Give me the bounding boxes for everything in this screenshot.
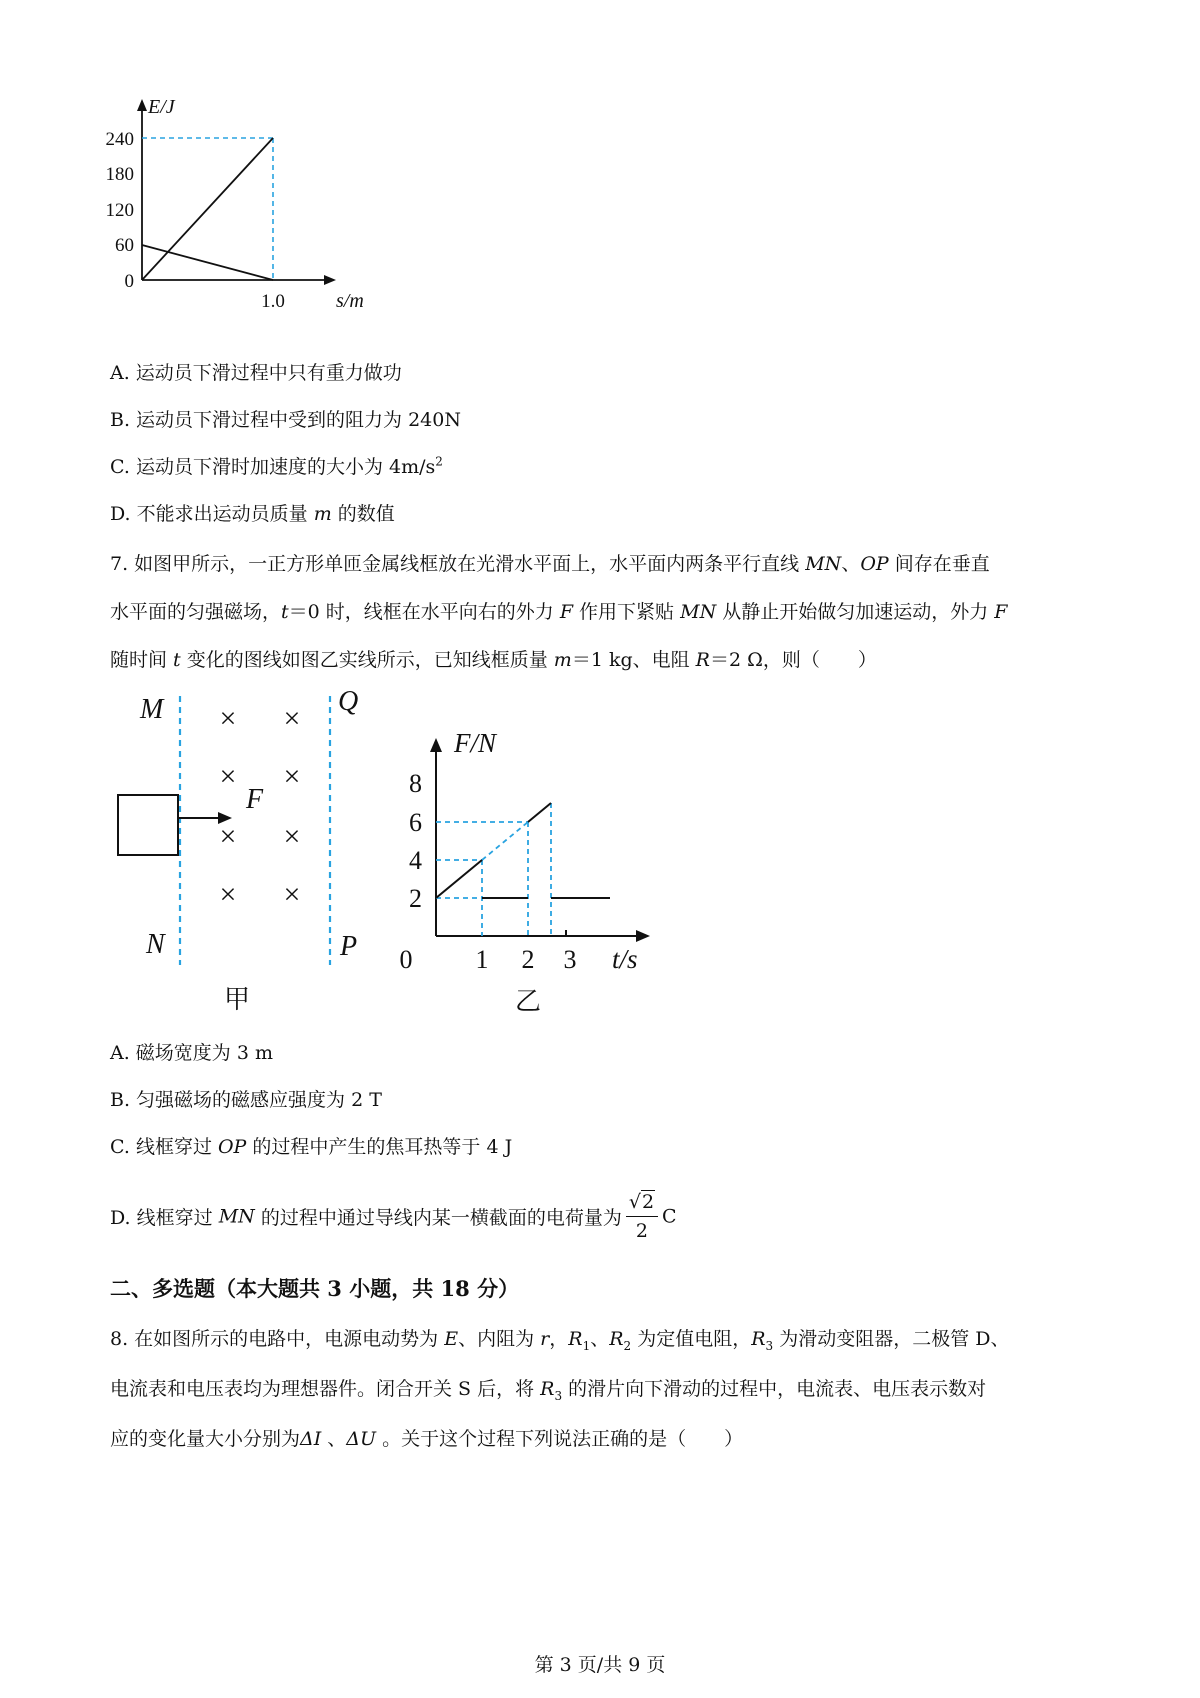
q7-var: m (553, 649, 572, 671)
q7-var: MN (805, 553, 842, 575)
q6-option-d-var: m (313, 503, 332, 525)
q7-option-d-text: D. 线框穿过 (110, 1207, 219, 1229)
figure-caption-jia: 甲 (223, 985, 251, 1014)
y-axis-label: F/N (454, 730, 497, 758)
y-tick-8: 8 (409, 769, 422, 798)
q7-var: F (559, 601, 574, 623)
q8-sub: 1 (582, 1338, 591, 1353)
q6-option-d-post: 的数值 (331, 503, 395, 525)
q6-option-c (110, 452, 443, 479)
q7-var: OP (860, 553, 889, 575)
series-line-rising (142, 138, 273, 280)
field-mark: × (283, 760, 301, 793)
y-tick-240: 240 (105, 129, 134, 150)
q7-text: 水平面的匀强磁场， (110, 601, 282, 623)
q7-text: 变化的图线如图乙实线所示，已知线框质量 (180, 649, 554, 671)
x-tick-1: 1 (475, 945, 489, 974)
q7-var: t (281, 601, 289, 623)
q7-option-d-fraction (626, 1188, 658, 1245)
q7-option-d-var: MN (218, 1205, 255, 1228)
fraction-numerator: 2 (641, 1191, 655, 1213)
x-tick-0: 0 (400, 945, 413, 974)
q7-var: t (173, 649, 181, 671)
series-line-falling (142, 245, 273, 280)
label-f: F (246, 784, 264, 815)
q7-option-a: A. 磁场宽度为 3 m (110, 1042, 273, 1064)
y-tick-2: 2 (409, 884, 422, 913)
q8-var: R (568, 1328, 583, 1350)
q7-var: MN (680, 601, 717, 623)
q7-text: 随时间 (110, 649, 174, 671)
x-axis-label: t/s (612, 944, 638, 974)
q8-text: 的滑片向下滑动的过程中，电流表、电压表示数对 (562, 1378, 987, 1400)
y-axis-arrow (137, 99, 147, 111)
q8-sub: 3 (554, 1388, 563, 1403)
q7-stem-line-1 (110, 549, 990, 576)
q7-var: R (695, 649, 710, 671)
x-tick-2: 2 (521, 945, 535, 974)
field-mark: × (219, 878, 237, 911)
q7-option-d-text: 的过程中通过导线内某一横截面的电荷量为 (254, 1207, 622, 1229)
q7-text: 作用下紧贴 (573, 601, 681, 623)
q7-text: 、 (841, 553, 861, 575)
energy-graph (100, 95, 380, 335)
sqrt-sign: √2 (628, 1191, 655, 1213)
x-tick-1: 1.0 (261, 291, 285, 312)
y-tick-6: 6 (409, 808, 422, 837)
y-tick-180: 180 (105, 164, 134, 185)
q7-option-d-unit: C (662, 1205, 677, 1228)
x-axis-arrow (324, 275, 336, 285)
q6-option-a: A. 运动员下滑过程中只有重力做功 (110, 362, 402, 384)
field-diagram (110, 690, 410, 1020)
y-axis-label: E/J (148, 96, 175, 118)
y-axis-arrow (430, 738, 442, 752)
q6-option-c-sup: 2 (435, 454, 443, 469)
field-mark: × (219, 702, 237, 735)
q8-sub: 2 (623, 1338, 632, 1353)
q8-stem-line-1 (110, 1324, 1010, 1353)
q8-text: 、 (590, 1328, 610, 1350)
x-axis-arrow (636, 930, 650, 942)
q8-text: 电流表和电压表均为理想器件。闭合开关 S 后，将 (110, 1378, 541, 1400)
field-mark: × (283, 702, 301, 735)
label-n: N (146, 929, 165, 960)
x-tick-3: 3 (563, 945, 577, 974)
q7-option-d (110, 1188, 677, 1245)
q8-text: 8. 在如图所示的电路中，电源电动势为 (110, 1328, 445, 1350)
fraction-denominator: 2 (635, 1220, 648, 1242)
y-tick-4: 4 (409, 846, 422, 875)
q8-text: 为定值电阻， (631, 1328, 752, 1350)
q7-stem-line-3 (110, 645, 877, 672)
y-tick-0: 0 (124, 271, 134, 292)
label-m: M (140, 694, 164, 725)
page-footer: 第 3 页/共 9 页 (534, 1654, 666, 1676)
q8-text: 、内阻为 (458, 1328, 541, 1350)
q7-option-c-text: C. 线框穿过 (110, 1136, 218, 1158)
q6-option-d (110, 499, 395, 526)
q7-stem-line-2 (110, 597, 1007, 624)
y-tick-60: 60 (115, 235, 134, 256)
force-line-ramp-1 (436, 860, 482, 898)
square-frame (118, 795, 178, 855)
q8-sub: 3 (765, 1338, 774, 1353)
q8-text: 为滑动变阻器，二极管 D、 (773, 1328, 1010, 1350)
q8-var: R (751, 1328, 766, 1350)
q8-text: 应的变化量大小分别为 (110, 1428, 301, 1450)
q7-text: 7. 如图甲所示，一正方形单匝金属线框放在光滑水平面上，水平面内两条平行直线 (110, 553, 806, 575)
force-graph (400, 730, 670, 1020)
q8-text: 。关于这个过程下列说法正确的是（ ） (376, 1428, 744, 1450)
q7-text: ＝1 kg、电阻 (571, 649, 696, 671)
q8-stem-line-2 (110, 1374, 986, 1403)
q7-option-c-text: 的过程中产生的焦耳热等于 4 J (246, 1136, 513, 1158)
q7-text: ＝0 时，线框在水平向右的外力 (288, 601, 560, 623)
q7-option-c-var: OP (217, 1136, 247, 1158)
label-p: P (340, 931, 358, 962)
q6-option-d-text: D. 不能求出运动员质量 (110, 503, 314, 525)
q7-text: 从静止开始做匀加速运动，外力 (716, 601, 995, 623)
q8-var: ΔI (300, 1428, 322, 1450)
q7-option-c (110, 1132, 512, 1159)
q8-stem-line-3 (110, 1424, 743, 1451)
q7-var: F (994, 601, 1008, 623)
q7-text: ＝2 Ω，则（ ） (709, 649, 877, 671)
field-mark: × (283, 878, 301, 911)
field-mark: × (219, 760, 237, 793)
q7-text: 间存在垂直 (888, 553, 990, 575)
field-mark: × (219, 820, 237, 853)
q8-var: E (444, 1328, 459, 1350)
force-line-ramp-2 (528, 803, 551, 822)
x-axis-label: s/m (336, 290, 364, 312)
q8-var: R (540, 1378, 555, 1400)
guide-dashed-ramp (482, 822, 528, 860)
field-mark: × (283, 820, 301, 853)
q7-option-b: B. 匀强磁场的磁感应强度为 2 T (110, 1089, 382, 1111)
q8-text: 、 (321, 1428, 347, 1450)
figure-caption-yi: 乙 (514, 987, 542, 1016)
q6-option-b: B. 运动员下滑过程中受到的阻力为 240N (110, 409, 461, 431)
q8-var: ΔU (346, 1428, 377, 1450)
q6-option-c-text: C. 运动员下滑时加速度的大小为 4m/s (110, 456, 436, 478)
q8-var: R (609, 1328, 624, 1350)
label-q: Q (338, 690, 359, 717)
section-heading: 二、多选题（本大题共 3 小题，共 18 分） (110, 1276, 520, 1301)
q8-var: r (540, 1328, 550, 1350)
q8-text: ， (549, 1328, 569, 1350)
y-tick-120: 120 (105, 200, 134, 221)
